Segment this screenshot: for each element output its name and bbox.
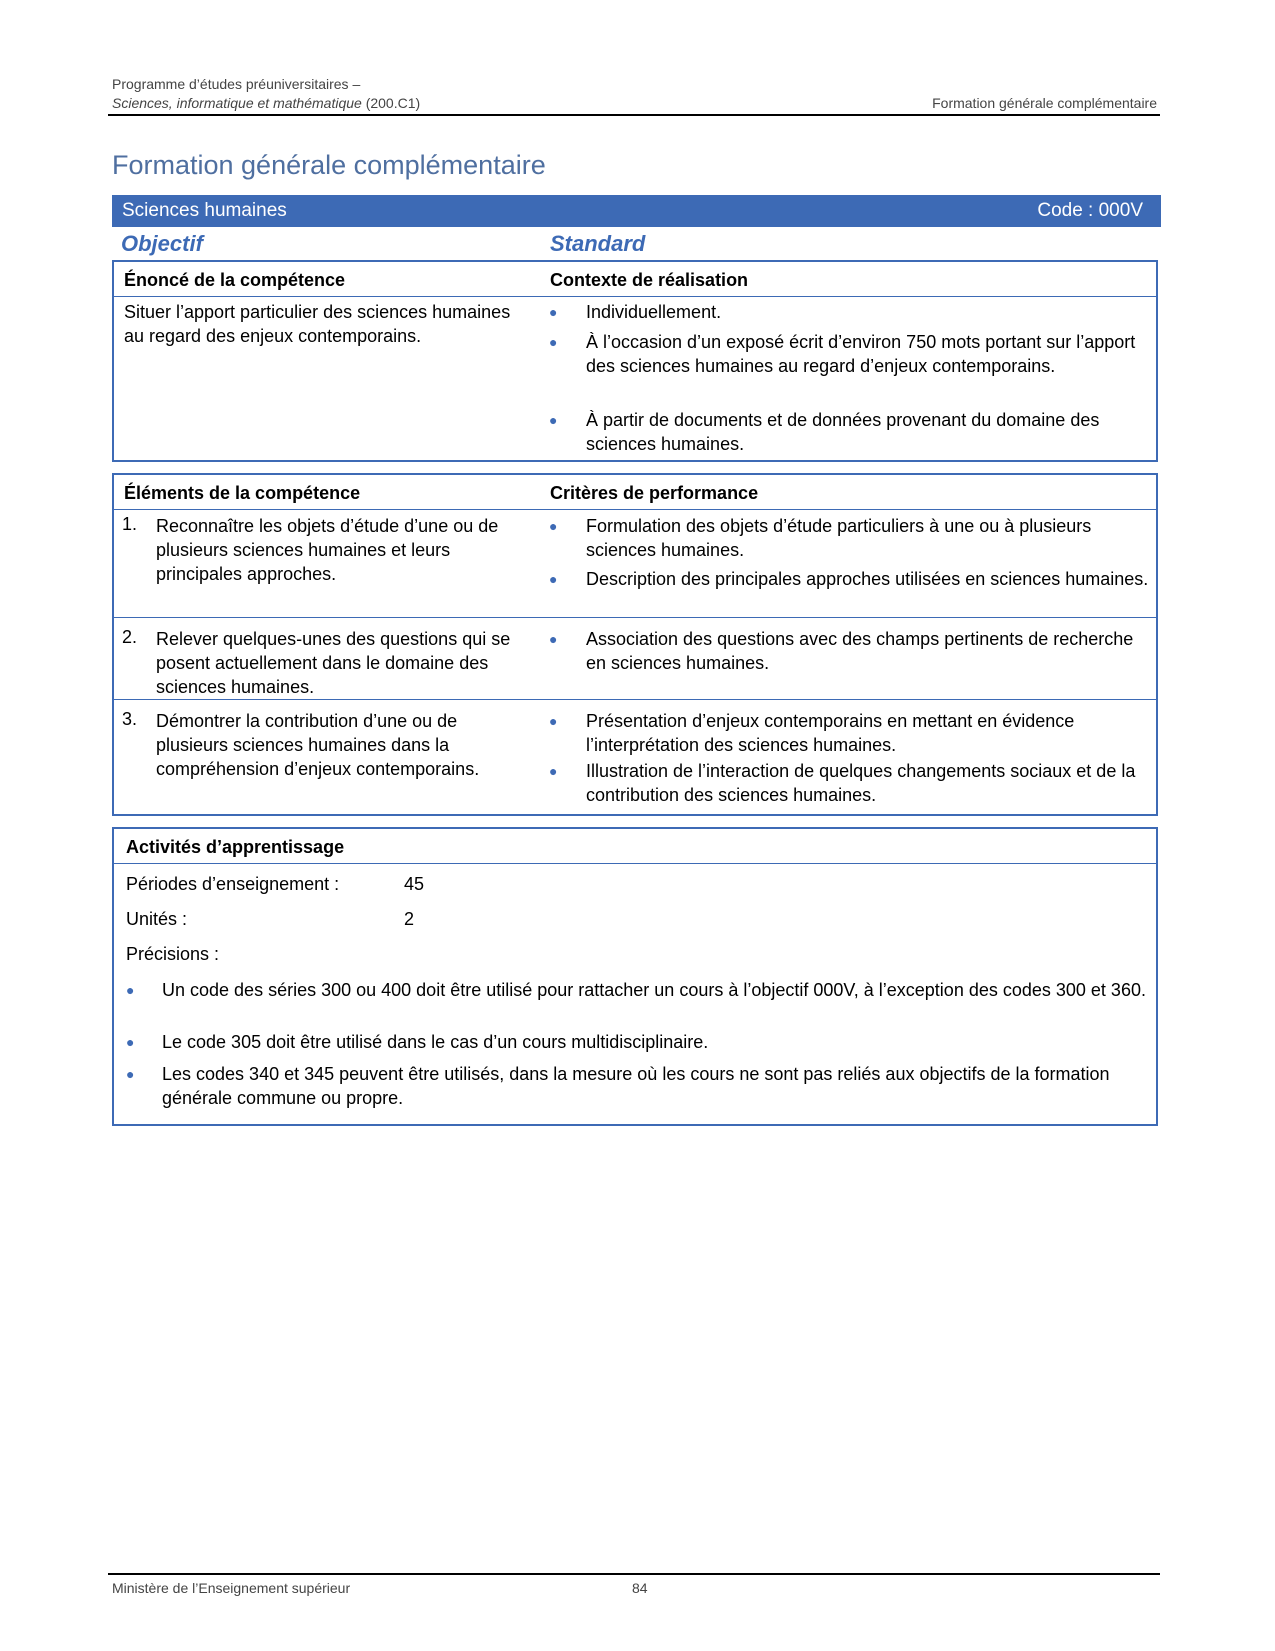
bullet-dot-icon: ●: [549, 763, 558, 779]
units-value: 2: [404, 909, 415, 929]
element-number: 3.: [122, 709, 138, 729]
activities-heading: Activités d’apprentissage: [126, 837, 345, 857]
criterion-item: Description des principales approches utilisées en sciences humaines.: [586, 569, 1149, 589]
context-heading: Contexte de réalisation: [550, 270, 749, 290]
header-profile: [112, 95, 420, 111]
activities-box: [112, 827, 1158, 1126]
footer-rule: [108, 1573, 1160, 1575]
activities-heading-rule: [114, 863, 1156, 864]
bullet-dot-icon: ●: [549, 334, 558, 350]
elements-heading: Éléments de la compétence: [124, 483, 361, 503]
precision-item: Le code 305 doit être utilisé dans le cas d’un cours multidisciplinaire.: [162, 1032, 709, 1052]
bullet-dot-icon: ●: [549, 631, 558, 647]
criterion-item: Illustration de l’interaction de quelques changements sociaux et de la contribution des sciences humaines.: [586, 761, 1136, 805]
element-text: Relever quelques-unes des questions qui se posent actuellement dans le domaine des sciences humaines.: [156, 629, 511, 697]
periods-label: Périodes d’enseignement :: [126, 874, 340, 894]
elements-box: [112, 473, 1158, 816]
bullet-dot-icon: ●: [549, 412, 558, 428]
bullet-dot-icon: ●: [126, 982, 135, 998]
criterion-item: Formulation des objets d’étude particuliers à une ou à plusieurs sciences humaines.: [586, 516, 1092, 560]
header-program: Programme d’études préuniversitaires –: [112, 76, 361, 92]
context-item: À partir de documents et de données provenant du domaine des sciences humaines.: [586, 410, 1100, 454]
bullet-dot-icon: ●: [549, 713, 558, 729]
units-label: Unités :: [126, 909, 188, 929]
competence-statement: Situer l’apport particulier des sciences humaines au regard des enjeux contemporains.: [124, 302, 511, 346]
criterion-item: Présentation d’enjeux contemporains en mettant en évidence l’interprétation des sciences humaines.: [586, 711, 1075, 755]
context-item: Individuellement.: [586, 302, 722, 322]
competence-heading-rule: [114, 296, 1156, 297]
subject-bar: [112, 195, 1161, 227]
precision-item: Les codes 340 et 345 peuvent être utilisés, dans la mesure où les cours ne sont pas reliés aux objectifs de la formation générale commune ou propre.: [162, 1064, 1110, 1108]
bullet-dot-icon: ●: [549, 518, 558, 534]
periods-value: 45: [404, 874, 425, 894]
subject-code: Code : 000V: [1037, 200, 1143, 221]
header-rule: [108, 114, 1160, 116]
precisions-label: Précisions :: [126, 944, 220, 964]
page-title: Formation générale complémentaire: [112, 150, 546, 180]
row-rule: [114, 617, 1156, 618]
element-number: 2.: [122, 627, 138, 647]
criterion-item: Association des questions avec des champs pertinents de recherche en sciences humaines.: [586, 629, 1134, 673]
footer-ministry: Ministère de l’Enseignement supérieur: [112, 1580, 351, 1596]
element-text: Reconnaître les objets d’étude d’une ou de plusieurs sciences humaines et leurs principales approches.: [156, 516, 499, 584]
bullet-dot-icon: ●: [549, 571, 558, 587]
element-text: Démontrer la contribution d’une ou de plusieurs sciences humaines dans la compréhension d’enjeux contemporains.: [156, 711, 480, 779]
elements-heading-rule: [114, 509, 1156, 510]
context-item: À l’occasion d’un exposé écrit d’environ 750 mots portant sur l’apport des sciences humaines au regard d’enjeux contemporains.: [586, 332, 1136, 376]
header-profile-name: Sciences, informatique et mathématique: [112, 95, 362, 111]
bullet-dot-icon: ●: [549, 304, 558, 320]
header-profile-code: (200.C1): [361, 95, 421, 111]
bullet-dot-icon: ●: [126, 1066, 135, 1082]
competence-heading: Énoncé de la compétence: [124, 270, 346, 290]
page-number: 84: [632, 1580, 648, 1596]
objective-heading: Objectif: [121, 231, 203, 256]
subject-name: Sciences humaines: [122, 200, 287, 221]
header-section: Formation générale complémentaire: [932, 95, 1157, 111]
bullet-dot-icon: ●: [126, 1034, 135, 1050]
precision-item: Un code des séries 300 ou 400 doit être utilisé pour rattacher un cours à l’objectif 000V, à l’exception des codes 300 et 360.: [162, 980, 1146, 1000]
row-rule: [114, 699, 1156, 700]
criteria-heading: Critères de performance: [550, 483, 759, 503]
standard-heading: Standard: [550, 231, 646, 256]
competence-box: [112, 260, 1158, 462]
element-number: 1.: [122, 514, 138, 534]
